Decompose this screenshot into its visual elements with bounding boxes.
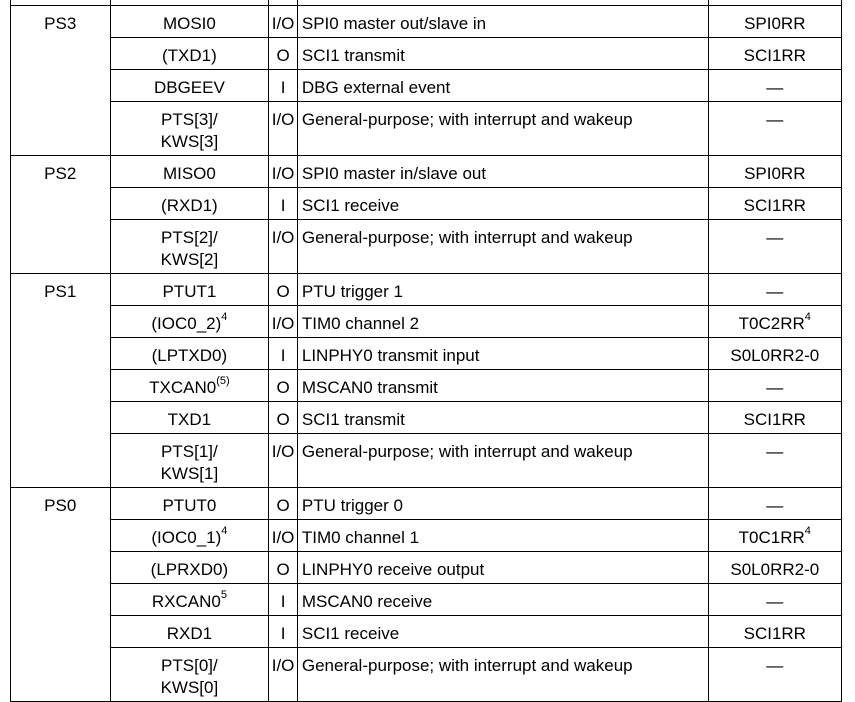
description-cell: General-purpose; with interrupt and wakeup	[297, 434, 708, 488]
description-cell: SCI1 transmit	[297, 38, 708, 70]
description-cell: General-purpose; with interrupt and wakeup	[297, 102, 708, 156]
routing-register: T0C1RR	[738, 528, 805, 547]
signal-name-line2: KWS[0]	[160, 678, 219, 697]
table-row	[11, 338, 842, 370]
routing-register: —	[766, 496, 784, 515]
description-cell: SCI1 receive	[297, 188, 708, 220]
pin-function-table	[10, 0, 842, 702]
routing-cell	[708, 584, 841, 616]
io-cell: I/O	[269, 102, 298, 156]
routing-cell	[708, 188, 841, 220]
description-cell: SPI0 master out/slave in	[297, 6, 708, 38]
routing-register: —	[766, 656, 784, 675]
description-cell: General-purpose; with interrupt and wakeup	[297, 648, 708, 702]
table-row	[11, 648, 842, 702]
description-cell: MSCAN0 transmit	[297, 370, 708, 402]
signal-cell	[110, 338, 269, 370]
signal-name: RXD1	[166, 624, 213, 643]
table-row	[11, 274, 842, 306]
signal-cell	[110, 156, 269, 188]
routing-register: —	[766, 78, 784, 97]
signal-name: PTS[3]/	[161, 110, 218, 129]
io-cell: I	[269, 338, 298, 370]
table-row	[11, 6, 842, 38]
io-cell: O	[269, 274, 298, 306]
signal-cell	[110, 402, 269, 434]
routing-cell	[708, 616, 841, 648]
signal-cell	[110, 616, 269, 648]
description-cell: LINPHY0 receive output	[297, 552, 708, 584]
description-cell: DBG external event	[297, 70, 708, 102]
table-row	[11, 102, 842, 156]
table-row	[11, 38, 842, 70]
routing-cell	[708, 520, 841, 552]
routing-register: SPI0RR	[744, 164, 806, 183]
io-cell: I	[269, 70, 298, 102]
routing-footnote: 4	[804, 311, 811, 324]
table-row	[11, 488, 842, 520]
signal-name: MOSI0	[162, 14, 216, 33]
signal-cell	[110, 584, 269, 616]
signal-name: PTUT1	[162, 282, 217, 301]
signal-name: (LPTXD0)	[151, 346, 228, 365]
description-cell: TIM0 channel 2	[297, 306, 708, 338]
io-cell: O	[269, 488, 298, 520]
io-cell: I/O	[269, 6, 298, 38]
io-cell: I/O	[269, 520, 298, 552]
routing-cell	[708, 220, 841, 274]
description-cell: PTU trigger 0	[297, 488, 708, 520]
signal-cell	[110, 70, 269, 102]
signal-name: TXCAN0	[149, 378, 217, 397]
signal-name: (LPRXD0)	[150, 560, 229, 579]
signal-name: (TXD1)	[162, 46, 217, 65]
description-cell: MSCAN0 receive	[297, 584, 708, 616]
routing-cell	[708, 434, 841, 488]
signal-footnote: 5	[220, 589, 227, 602]
signal-cell	[110, 6, 269, 38]
routing-register: SPI0RR	[744, 14, 806, 33]
routing-cell	[708, 648, 841, 702]
routing-cell	[708, 552, 841, 584]
signal-name: (RXD1)	[161, 196, 218, 215]
signal-name: DBGEEV	[153, 78, 225, 97]
signal-name: PTUT0	[162, 496, 217, 515]
routing-cell	[708, 156, 841, 188]
io-cell: I/O	[269, 220, 298, 274]
signal-cell	[110, 648, 269, 702]
table-row	[11, 156, 842, 188]
routing-register: T0C2RR	[738, 314, 805, 333]
io-cell: O	[269, 402, 298, 434]
routing-register: —	[766, 110, 784, 129]
table-row	[11, 584, 842, 616]
io-cell: O	[269, 552, 298, 584]
routing-cell	[708, 306, 841, 338]
table-row	[11, 402, 842, 434]
signal-cell	[110, 188, 269, 220]
routing-register: S0L0RR2-0	[730, 560, 820, 579]
signal-name: (IOC0_2)	[151, 314, 222, 333]
signal-name-line2: KWS[2]	[160, 250, 219, 269]
table-row	[11, 434, 842, 488]
signal-name: PTS[1]/	[161, 442, 218, 461]
io-cell: I/O	[269, 156, 298, 188]
description-cell: SPI0 master in/slave out	[297, 156, 708, 188]
routing-footnote: 4	[804, 525, 811, 538]
description-cell: PTU trigger 1	[297, 274, 708, 306]
signal-name: MISO0	[162, 164, 216, 183]
signal-footnote: 4	[221, 311, 228, 324]
io-cell: I/O	[269, 306, 298, 338]
signal-cell	[110, 434, 269, 488]
io-cell: I	[269, 188, 298, 220]
signal-cell	[110, 274, 269, 306]
routing-cell	[708, 488, 841, 520]
description-cell: SCI1 receive	[297, 616, 708, 648]
signal-name: PTS[2]/	[161, 228, 218, 247]
table-body	[11, 0, 842, 702]
signal-cell	[110, 488, 269, 520]
signal-cell	[110, 520, 269, 552]
routing-register: SCI1RR	[743, 196, 806, 215]
pin-cell: PS2	[11, 156, 111, 274]
routing-cell	[708, 402, 841, 434]
signal-cell	[110, 370, 269, 402]
routing-register: SCI1RR	[743, 46, 806, 65]
table-row	[11, 520, 842, 552]
routing-register: —	[766, 378, 784, 397]
io-cell: I/O	[269, 648, 298, 702]
description-cell: LINPHY0 transmit input	[297, 338, 708, 370]
table-row	[11, 370, 842, 402]
signal-footnote: 4	[221, 525, 228, 538]
description-cell: SCI1 transmit	[297, 402, 708, 434]
routing-cell	[708, 38, 841, 70]
signal-cell	[110, 220, 269, 274]
table-row	[11, 552, 842, 584]
table-row	[11, 220, 842, 274]
io-cell: I/O	[269, 434, 298, 488]
pin-cell: PS3	[11, 6, 111, 156]
signal-name-line2: KWS[3]	[160, 132, 219, 151]
routing-register: —	[766, 442, 784, 461]
routing-register: SCI1RR	[743, 624, 806, 643]
signal-cell	[110, 306, 269, 338]
io-cell: I	[269, 584, 298, 616]
table-row	[11, 70, 842, 102]
routing-register: —	[766, 282, 784, 301]
routing-cell	[708, 70, 841, 102]
signal-name: TXD1	[167, 410, 212, 429]
routing-cell	[708, 102, 841, 156]
routing-cell	[708, 6, 841, 38]
signal-name: (IOC0_1)	[151, 528, 222, 547]
routing-register: —	[766, 228, 784, 247]
signal-cell	[110, 552, 269, 584]
signal-name: RXCAN0	[151, 592, 221, 611]
routing-register: S0L0RR2-0	[730, 346, 820, 365]
table-row	[11, 616, 842, 648]
table-row	[11, 188, 842, 220]
description-cell: General-purpose; with interrupt and wakeup	[297, 220, 708, 274]
routing-cell	[708, 338, 841, 370]
description-cell: TIM0 channel 1	[297, 520, 708, 552]
table-row	[11, 306, 842, 338]
signal-name: PTS[0]/	[161, 656, 218, 675]
signal-cell	[110, 102, 269, 156]
io-cell: I	[269, 616, 298, 648]
signal-cell	[110, 38, 269, 70]
routing-cell	[708, 370, 841, 402]
routing-register: —	[766, 592, 784, 611]
routing-register: SCI1RR	[743, 410, 806, 429]
io-cell: O	[269, 370, 298, 402]
routing-cell	[708, 274, 841, 306]
signal-name-line2: KWS[1]	[160, 464, 219, 483]
signal-footnote: (5)	[216, 375, 230, 388]
pin-cell: PS0	[11, 488, 111, 702]
io-cell: O	[269, 38, 298, 70]
pin-cell: PS1	[11, 274, 111, 488]
